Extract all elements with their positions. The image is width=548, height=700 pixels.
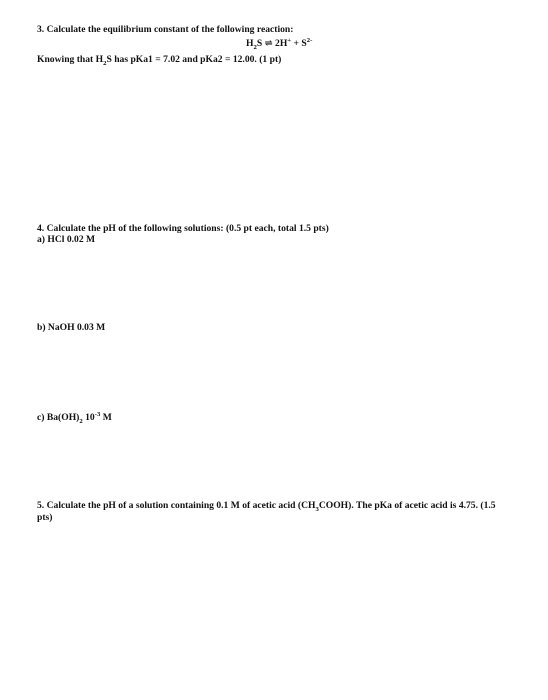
reaction-plus-s: + S xyxy=(293,38,307,49)
question-5 xyxy=(37,500,512,524)
reaction-s: S xyxy=(256,38,263,49)
reaction-h: H xyxy=(246,38,254,49)
reaction-equation xyxy=(246,38,312,50)
knowing-suffix: S has pKa1 = 7.02 and pKa2 = 12.00. (1 pt) xyxy=(106,54,282,65)
knowing-subscript: 2 xyxy=(103,59,107,67)
question-4b xyxy=(37,322,105,334)
h-charge: + xyxy=(287,36,292,44)
question-3-knowing xyxy=(37,54,281,66)
question-4b-text: b) NaOH 0.03 M xyxy=(37,322,106,333)
reaction-2h: 2H xyxy=(275,38,288,49)
question-4c-prefix: c) Ba(OH) xyxy=(37,412,80,423)
question-3-text: 3. Calculate the equilibrium constant of the following reaction: xyxy=(37,24,294,35)
question-4c xyxy=(37,412,112,424)
s-charge: 2- xyxy=(306,36,313,44)
question-5-part2: COOH). The pKa of acetic acid is 4.75. (1.5 pts) xyxy=(37,500,496,523)
question-5-subscript: 3 xyxy=(315,505,319,513)
question-4c-mid: 10 xyxy=(82,412,95,423)
reaction-h2-subscript: 2 xyxy=(253,43,257,51)
question-4c-suffix: M xyxy=(100,412,112,423)
knowing-prefix: Knowing that H xyxy=(37,54,104,65)
equilibrium-arrow: ⇌ xyxy=(264,38,273,49)
question-4c-exponent: -3 xyxy=(94,410,101,418)
question-4c-subscript: 2 xyxy=(79,417,83,425)
question-3-title xyxy=(37,24,293,36)
question-4a-text: a) HCl 0.02 M xyxy=(37,234,96,245)
question-4a xyxy=(37,234,95,246)
question-5-part1: 5. Calculate the pH of a solution containing 0.1 M of acetic acid (CH xyxy=(37,500,316,511)
question-4-text: 4. Calculate the pH of the following solutions: (0.5 pt each, total 1.5 pts) xyxy=(37,223,329,234)
